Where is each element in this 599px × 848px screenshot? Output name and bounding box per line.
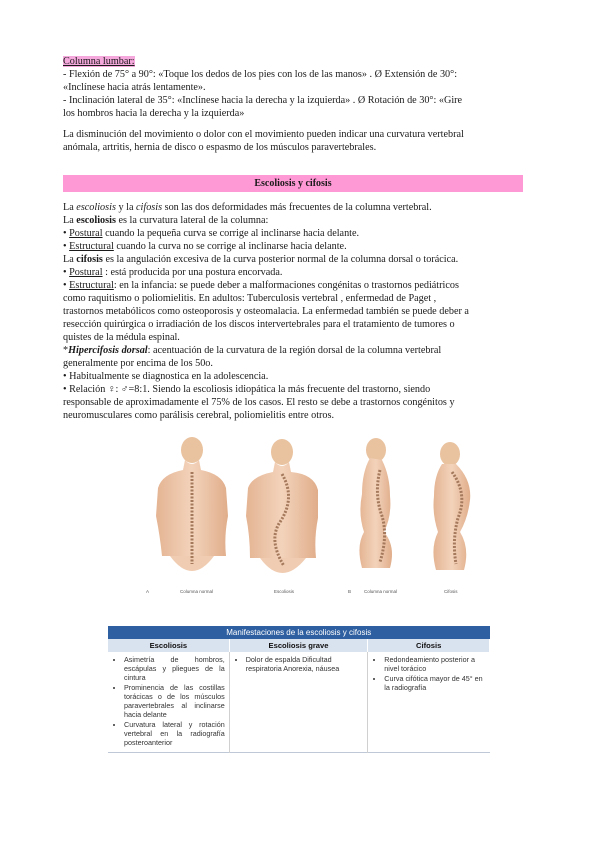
hipercifosis-line-1: *Hipercifosis dorsal: acentuación de la curvatura de la región dorsal de la columna vertebral (63, 345, 442, 356)
table-header-escoliosis-grave: Escoliosis grave (229, 639, 368, 652)
figure-normal-back (156, 437, 228, 571)
list-item: • Prominencia de las costillas torácicas o de los músculos paravertebrales al inclinarse hacia delante (124, 683, 225, 719)
figure-label-a: A (146, 589, 150, 594)
table-cell-escoliosis-grave (229, 652, 368, 753)
esc-postural: • Postural cuando la pequeña curva se corrige al inclinarse hacia delante. (63, 228, 360, 239)
list-item: • Asimetría de hombros, escápulas y pliegues de la cintura (124, 655, 225, 682)
lumbar-line-4: los hombros hacia la derecha y la izquierda» (63, 108, 245, 119)
cif-estructural-3: trastornos metabólicos como osteoporosis y osteomalacia. La enfermedad también se puede deber a (63, 306, 469, 317)
intro-line: La escoliosis y la cifosis son las dos deformidades más frecuentes de la columna vertebral. (63, 202, 432, 213)
figure-caption-1: Columna normal (180, 589, 214, 594)
lumbar-paragraph-line-2: anómala, artritis, hernia de disco o espasmo de los músculos paravertebrales. (63, 142, 377, 153)
lumbar-line-3: - Inclinación lateral de 35°: «Inclínese hacia la derecha y la izquierda» . Ø Rotación de 30°: «Gire (63, 95, 463, 106)
lumbar-line-1: - Flexión de 75° a 90°: «Toque los dedos de los pies con los de las manos» . Ø Extensión de 30°: (63, 69, 458, 80)
cifosis-def: La cifosis es la angulación excesiva de la curva posterior normal de la columna dorsal o torácica. (63, 254, 459, 265)
lumbar-heading: Columna lumbar: (63, 56, 135, 67)
cif-postural: • Postural : está producida por una postura encorvada. (63, 267, 283, 278)
figure-normal-side (359, 438, 392, 568)
figure-scoliosis-back (246, 439, 318, 573)
list-item: • Curva cifótica mayor de 45° en la radiografía (384, 674, 485, 692)
figure-caption-2: Escoliosis (274, 589, 295, 594)
table-header-escoliosis: Escoliosis (108, 639, 229, 652)
cif-estructural-5: quistes de la médula espinal. (63, 332, 180, 343)
cif-estructural-4: resección quirúrgica o irradiación de los discos intervertebrales para el tratamiento de tumores o (63, 319, 455, 330)
list-item: • Redondeamiento posterior a nivel torácico (384, 655, 485, 673)
relacion-line-1: • Relación ♀: ♂=8:1. Siendo la escoliosis idiopática la más frecuente del trastorno, siendo (63, 384, 431, 395)
relacion-line-3: neuromusculares como parálisis cerebral, poliomielitis entre otros. (63, 410, 335, 421)
spine-figures-svg (140, 436, 480, 596)
escoliosis-def: La escoliosis es la curvatura lateral de la columna: (63, 215, 269, 226)
figure-label-b: B (348, 589, 352, 594)
relacion-line-2: responsable de aproximadamente el 75% de los casos. El resto se debe a trastornos congénitos y (63, 397, 455, 408)
lumbar-paragraph (63, 128, 523, 154)
table-header-cifosis: Cifosis (368, 639, 490, 652)
escoliosis-cifosis-text (63, 201, 523, 422)
table-cell-escoliosis (108, 652, 229, 753)
section-heading-bar: Escoliosis y cifosis (63, 175, 523, 192)
table-cell-cifosis (368, 652, 490, 753)
lumbar-section (63, 55, 523, 120)
figure-caption-3: Columna normal (364, 589, 398, 594)
list-item: • Dolor de espalda Dificultad respiratoria Anorexia, náusea (246, 655, 364, 673)
esc-estructural: • Estructural cuando la curva no se corrige al inclinarse hacia delante. (63, 241, 347, 252)
manifestations-table (108, 626, 490, 753)
cif-estructural-1: • Estructural: en la infancia: se puede deber a malformaciones congénitas o trastornos pediátricos (63, 280, 459, 291)
habitualmente-line: • Habitualmente se diagnostica en la adolescencia. (63, 371, 269, 382)
spine-illustration (140, 436, 480, 596)
lumbar-line-2: «Inclínese hacia atrás lentamente». (63, 82, 206, 93)
table-caption: Manifestaciones de la escoliosis y cifosis (108, 626, 490, 639)
figure-caption-4: Cifosis (444, 589, 458, 594)
lumbar-paragraph-line-1: La disminución del movimiento o dolor con el movimiento pueden indicar una curvatura vertebral (63, 129, 464, 140)
cif-estructural-2: como raquitismo o poliomielitis. En adultos: Tuberculosis vertebral , enfermedad de Paget , (63, 293, 437, 304)
hipercifosis-line-2: generalmente por encima de los 50o. (63, 358, 213, 369)
figure-kyphosis-side (433, 442, 470, 570)
list-item: • Curvatura lateral y rotación vertebral en la radiografía posteroanterior (124, 720, 225, 747)
